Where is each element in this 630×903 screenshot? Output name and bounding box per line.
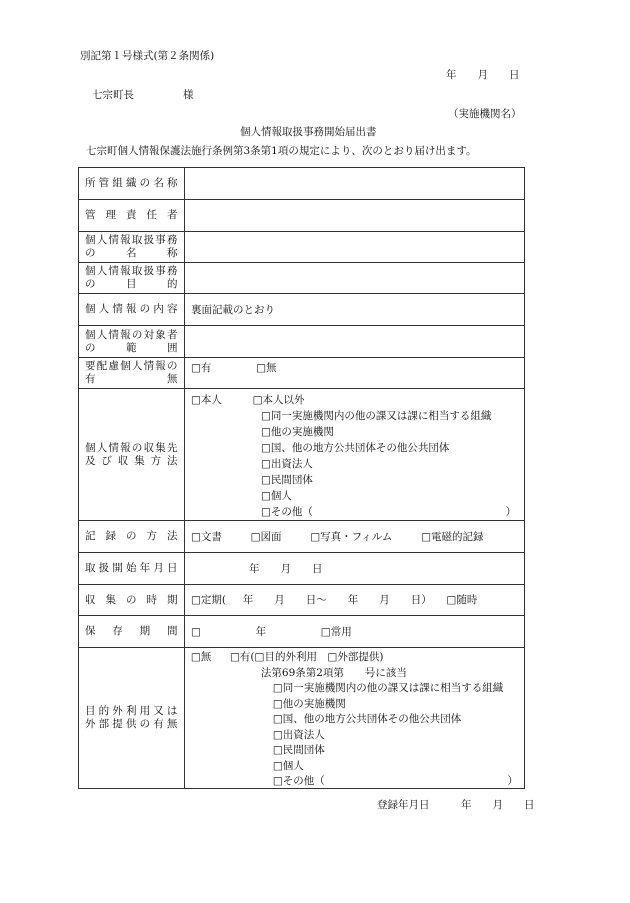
start-date-field[interactable]: 年 月 日 xyxy=(249,562,323,575)
label-part: 目 xyxy=(126,278,137,290)
label-org-name: 所管組織の名称 xyxy=(85,177,178,189)
form-table xyxy=(78,167,525,789)
row-manager xyxy=(79,200,525,232)
label-sensitive: 要配慮個人情報の xyxy=(85,360,178,372)
external-item[interactable]: □同一実施機関内の他の課又は課に相当する組織 xyxy=(272,682,504,694)
label-collection-1: 個人情報の収集先 xyxy=(85,441,178,454)
label-part: 称 xyxy=(167,247,178,259)
row-affair-purpose xyxy=(79,263,525,294)
collection-item[interactable]: □個人 xyxy=(261,490,292,502)
bracket-close: ） xyxy=(505,506,517,518)
external-item[interactable]: □国、他の地方公共団体その他公共団体 xyxy=(272,713,462,725)
sensitive-yes-checkbox[interactable]: □有 xyxy=(191,362,212,374)
agency-name: （実施機関名） xyxy=(448,108,522,120)
submission-date: 年 月 日 xyxy=(446,69,520,81)
registered-date: 年 月 日 xyxy=(461,799,535,811)
label-collection-2: 及 び 収 集 方 法 xyxy=(85,454,178,467)
external-other-checkbox[interactable]: □その他（ xyxy=(272,775,325,787)
row-external xyxy=(79,648,525,789)
label-affair-purpose: 個人情報取扱事務 xyxy=(85,265,178,277)
row-collection xyxy=(79,389,525,521)
collection-other-detail-checkbox[interactable]: □その他（ xyxy=(261,506,313,518)
record-drawing-checkbox[interactable]: □図面 xyxy=(250,530,282,543)
label-start-date: 取扱開始年月日 xyxy=(85,562,178,574)
label-external-2: 外部提供の有無 xyxy=(85,718,178,730)
external-none-checkbox[interactable]: □無 xyxy=(190,651,212,663)
row-record xyxy=(79,521,525,553)
collection-item[interactable]: □国、他の地方公共団体その他公共団体 xyxy=(261,442,450,454)
label-content: 個人情報の内容 xyxy=(85,303,178,315)
label-part: 名 xyxy=(126,247,137,259)
collection-item[interactable]: □同一実施機関内の他の課又は課に相当する組織 xyxy=(261,410,492,422)
affair-purpose-field[interactable] xyxy=(185,263,525,293)
row-timing xyxy=(79,585,525,616)
document-title: 個人情報取扱事務開始届出書 xyxy=(240,126,377,138)
label-manager: 管 理 責 任 者 xyxy=(85,209,178,221)
label-part: 無 xyxy=(167,373,178,385)
collection-item[interactable]: □他の実施機関 xyxy=(261,426,334,438)
content-value: 裏面記載のとおり xyxy=(191,303,275,316)
scope-field[interactable] xyxy=(185,326,525,357)
label-timing: 収 集 の 時 期 xyxy=(85,593,178,606)
external-item[interactable]: □他の実施機関 xyxy=(272,697,346,710)
intro-text: 七宗町個人情報保護法施行条例第3条第1項の規定により、次のとおり届け出ます。 xyxy=(86,145,477,157)
form-number: 別記第１号様式(第２条関係) xyxy=(80,50,215,62)
collection-self-checkbox[interactable]: □本人 xyxy=(191,394,222,406)
row-org-name xyxy=(79,168,525,200)
addressee-honorific: 様 xyxy=(183,89,194,101)
label-record: 記 録 の 方 法 xyxy=(85,530,178,542)
record-document-checkbox[interactable]: □文書 xyxy=(191,530,222,543)
external-law-clause: 法第69条第2項第 号に該当 xyxy=(260,666,407,679)
row-content xyxy=(79,294,525,326)
row-affair-name xyxy=(79,232,525,263)
timing-period[interactable]: 年 月 日～ 年 月 日） xyxy=(242,594,432,606)
timing-regular-checkbox[interactable]: □定期( xyxy=(191,594,227,606)
label-part: 有 xyxy=(85,373,96,385)
collection-item[interactable]: □出資法人 xyxy=(261,458,313,470)
label-affair-name: 個人情報取扱事務 xyxy=(85,234,178,246)
manager-field[interactable] xyxy=(185,200,525,231)
retention-years-checkbox[interactable]: □ xyxy=(191,625,201,638)
timing-anytime-checkbox[interactable]: □随時 xyxy=(446,594,478,606)
label-part: の xyxy=(85,278,96,290)
affair-name-field[interactable] xyxy=(185,232,525,262)
external-item[interactable]: □個人 xyxy=(272,759,304,772)
label-scope: 個人情報の対象者 xyxy=(85,328,178,341)
record-electronic-checkbox[interactable]: □電磁的記録 xyxy=(421,530,484,543)
registered-label: 登録年月日 xyxy=(377,799,430,811)
external-item[interactable]: □民間団体 xyxy=(272,744,325,756)
record-photo-checkbox[interactable]: □写真・フィルム xyxy=(310,530,393,543)
label-part: の xyxy=(85,341,96,354)
label-part: の xyxy=(85,247,96,259)
external-yes-checkbox[interactable]: □有(□目的外利用 □外部提供) xyxy=(230,651,384,663)
org-name-field[interactable] xyxy=(185,168,525,199)
addressee-town: 七宗町長 xyxy=(92,89,134,101)
label-part: 範 xyxy=(126,341,137,354)
row-retention xyxy=(79,616,525,648)
row-scope xyxy=(79,326,525,358)
retention-years-unit: 年 xyxy=(255,625,267,638)
label-part: 的 xyxy=(167,278,178,290)
collection-other-checkbox[interactable]: □本人以外 xyxy=(252,394,305,406)
label-part: 囲 xyxy=(167,341,178,354)
label-external-1: 目的外利用又は xyxy=(85,705,178,717)
retention-permanent-checkbox[interactable]: □常用 xyxy=(320,625,352,638)
row-start-date xyxy=(79,553,525,585)
external-item[interactable]: □出資法人 xyxy=(272,728,325,741)
collection-item[interactable]: □民間団体 xyxy=(261,474,313,486)
row-sensitive xyxy=(79,358,525,389)
bracket-close: ） xyxy=(507,775,518,787)
sensitive-no-checkbox[interactable]: □無 xyxy=(256,362,277,374)
label-retention: 保 存 期 間 xyxy=(85,625,178,637)
